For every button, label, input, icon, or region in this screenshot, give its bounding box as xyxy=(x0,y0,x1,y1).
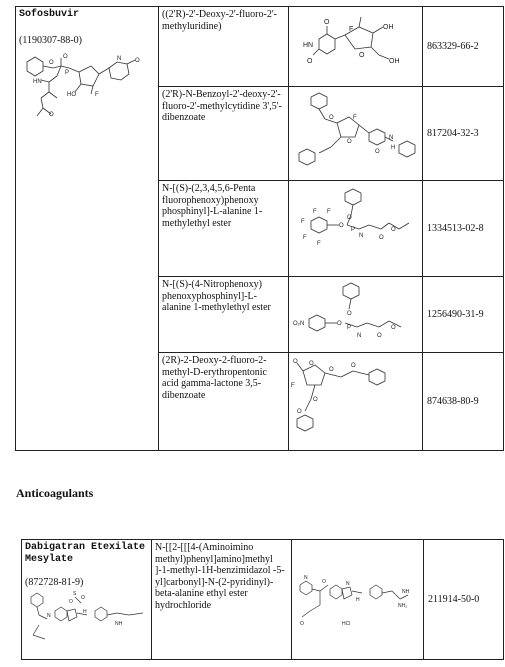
cytidine-dibenzoate-structure-icon xyxy=(289,89,419,179)
section-heading: Anticoagulants xyxy=(16,486,94,500)
svg-text:O: O xyxy=(309,360,314,367)
svg-text:O: O xyxy=(329,366,334,373)
svg-text:N: N xyxy=(389,134,394,141)
svg-text:O: O xyxy=(307,57,313,65)
svg-text:O: O xyxy=(49,60,54,66)
compound-name: N-[[2-[[[4-(Aminoimino methyl)phenyl]amino]methyl ]-1-methyl-1H-benzimidazol -5-yl]carbonyl]-N-(2-pyridinyl)-beta-alanine ethyl ester hydrochloride xyxy=(152,540,292,660)
svg-text:O: O xyxy=(324,18,330,26)
svg-text:F: F xyxy=(313,208,317,215)
svg-text:O: O xyxy=(347,310,352,317)
table-row xyxy=(16,7,504,87)
svg-text:H: H xyxy=(83,608,87,615)
svg-text:OH: OH xyxy=(383,23,394,31)
svg-text:O: O xyxy=(293,358,298,365)
svg-text:P: P xyxy=(351,226,356,233)
svg-text:O: O xyxy=(379,234,384,241)
svg-text:N: N xyxy=(304,574,308,581)
dabigatran-table xyxy=(21,539,504,660)
svg-text:N: N xyxy=(346,580,350,587)
svg-text:F: F xyxy=(353,114,357,121)
svg-text:P: P xyxy=(347,324,352,331)
compound-name: (2'R)-N-Benzoyl-2'-deoxy-2'-fluoro-2'-methylcytidine 3',5'-dibenzoate xyxy=(159,87,289,181)
dabigatran-structure-icon xyxy=(25,589,149,649)
structure-cell xyxy=(289,353,423,451)
svg-text:F: F xyxy=(291,382,295,389)
svg-text:F: F xyxy=(303,234,307,241)
svg-text:HN: HN xyxy=(33,79,42,85)
uridine-structure-icon xyxy=(289,9,419,85)
svg-text:N: N xyxy=(359,232,364,239)
lactone-dibenzoate-structure-icon xyxy=(289,355,419,449)
structure-cell xyxy=(289,181,423,277)
cas-number: 863329-66-2 xyxy=(423,7,504,87)
svg-text:S: S xyxy=(73,590,77,597)
svg-text:O: O xyxy=(391,324,396,331)
svg-text:O₂N: O₂N xyxy=(293,320,305,327)
svg-text:O: O xyxy=(69,598,73,605)
svg-text:NH: NH xyxy=(115,620,123,627)
svg-text:P: P xyxy=(65,70,70,76)
dabigatran-intermediate-structure-icon xyxy=(292,545,424,655)
cas-number: 817204-32-3 xyxy=(423,87,504,181)
svg-text:F: F xyxy=(95,92,99,98)
nitrophenyl-phosphoramidate-structure-icon xyxy=(289,279,419,351)
svg-text:O: O xyxy=(322,578,326,585)
svg-text:O: O xyxy=(297,408,302,415)
svg-text:HO: HO xyxy=(67,92,76,98)
svg-text:OH: OH xyxy=(389,57,400,65)
svg-text:HN: HN xyxy=(303,41,314,49)
structure-cell xyxy=(289,87,423,181)
compound-name: N-[(S)-(2,3,4,5,6-Penta fluorophenoxy)phenoxy phosphinyl]-L-alanine 1-methylethyl ester xyxy=(159,181,289,277)
svg-text:O: O xyxy=(377,332,382,339)
svg-text:N: N xyxy=(117,56,122,62)
svg-text:H: H xyxy=(391,144,396,151)
cas-number: 211914-50-0 xyxy=(424,540,504,660)
svg-text:HCl: HCl xyxy=(342,620,351,627)
svg-text:N: N xyxy=(47,612,51,619)
svg-text:F: F xyxy=(349,25,354,33)
svg-text:O: O xyxy=(347,214,352,221)
structure-cell xyxy=(292,540,424,660)
drug-cas: (1190307-88-0) xyxy=(19,34,82,46)
svg-text:N: N xyxy=(357,332,362,339)
compound-name: ((2'R)-2'-Deoxy-2'-fluoro-2'-methyluridine) xyxy=(159,7,289,87)
svg-text:O: O xyxy=(135,58,140,64)
svg-text:F: F xyxy=(317,240,321,247)
svg-text:F: F xyxy=(327,208,331,215)
sofosbuvir-table xyxy=(15,6,504,451)
svg-text:O: O xyxy=(347,138,352,145)
drug-cell xyxy=(16,7,159,451)
structure-cell xyxy=(289,7,423,87)
table-row xyxy=(22,540,504,660)
svg-text:O: O xyxy=(391,226,396,233)
svg-text:NH₂: NH₂ xyxy=(398,602,408,609)
svg-text:NH: NH xyxy=(402,588,410,595)
svg-text:F: F xyxy=(301,218,305,225)
pentafluorophenyl-phosphoramidate-structure-icon xyxy=(289,183,419,275)
drug-name: Dabigatran Etexilate Mesylate xyxy=(25,542,146,565)
compound-name: N-[(S)-(4-Nitrophenoxy) phenoxyphosphinyl]-L-alanine 1-methylethyl ester xyxy=(159,277,289,353)
svg-text:O: O xyxy=(49,112,54,118)
compound-name: (2R)-2-Deoxy-2-fluoro-2-methyl-D-erythropentonic acid gamma-lactone 3,5-dibenzoate xyxy=(159,353,289,451)
svg-text:O: O xyxy=(313,396,318,403)
svg-text:O: O xyxy=(375,148,380,155)
structure-cell xyxy=(289,277,423,353)
sofosbuvir-structure-icon xyxy=(19,50,149,140)
svg-text:O: O xyxy=(339,222,344,229)
svg-text:H: H xyxy=(356,596,360,603)
svg-text:O: O xyxy=(300,620,304,627)
svg-text:O: O xyxy=(81,594,85,601)
cas-number: 1256490-31-9 xyxy=(423,277,504,353)
svg-text:O: O xyxy=(359,51,365,59)
drug-name: Sofosbuvir xyxy=(19,9,80,20)
cas-number: 1334513-02-8 xyxy=(423,181,504,277)
svg-text:O: O xyxy=(351,362,356,369)
svg-text:O: O xyxy=(337,320,342,327)
cas-number: 874638-80-9 xyxy=(423,353,504,451)
svg-text:O: O xyxy=(63,54,68,60)
drug-cell xyxy=(22,540,152,660)
svg-text:O: O xyxy=(329,114,334,121)
drug-cas: (872728-81-9) xyxy=(25,577,84,588)
